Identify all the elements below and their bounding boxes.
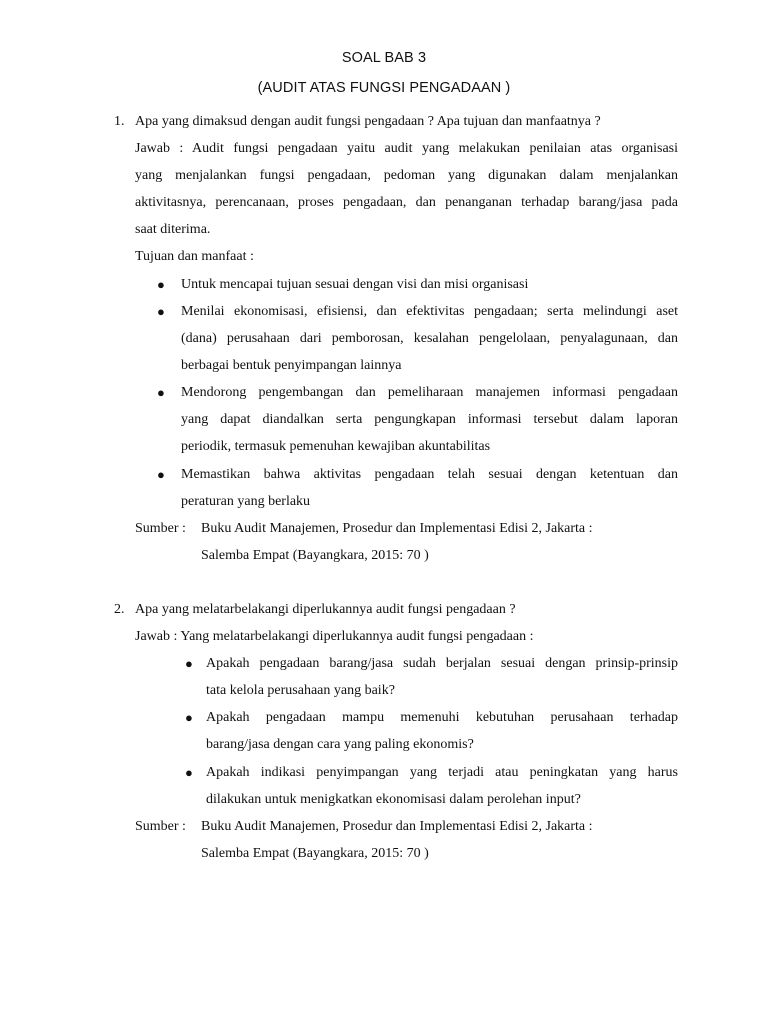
answer-1-line: aktivitasnya, perencanaan, proses pengadaan, dan penanganan terhadap barang/jasa pada [135,195,678,210]
purpose-bullet-line: Untuk mencapai tujuan sesuai dengan visi dan misi organisasi [181,277,529,292]
question-2-number: 2. [114,602,125,617]
purpose-bullet-line: periodik, termasuk pemenuhan kewajiban akuntabilitas [181,439,491,454]
purpose-bullet-line: Menilai ekonomisasi, efisiensi, dan efektivitas pengadaan; serta melindungi aset [181,304,678,319]
page-subtitle: (AUDIT ATAS FUNGSI PENGADAAN ) [257,80,511,96]
source-line: Buku Audit Manajemen, Prosedur dan Implementasi Edisi 2, Jakarta : [201,819,593,834]
question-1-text: Apa yang dimaksud dengan audit fungsi pengadaan ? Apa tujuan dan manfaatnya ? [135,114,601,129]
answer-1-line: yang menjalankan fungsi pengadaan, pedoman yang digunakan dalam menjalankan [135,168,678,183]
source-line: Buku Audit Manajemen, Prosedur dan Implementasi Edisi 2, Jakarta : [201,521,593,536]
reason-bullet-line: barang/jasa dengan cara yang paling ekonomis? [206,737,474,752]
purpose-heading: Tujuan dan manfaat : [135,249,254,264]
purpose-bullet-line: (dana) perusahaan dari pemborosan, kesalahan pengelolaan, penyalagunaan, dan [181,331,678,346]
source-line: Salemba Empat (Bayangkara, 2015: 70 ) [201,548,429,563]
bullet-icon: ● [157,277,165,292]
question-1-number: 1. [114,114,125,129]
source-line: Salemba Empat (Bayangkara, 2015: 70 ) [201,846,429,861]
purpose-bullet-line: Mendorong pengembangan dan pemeliharaan manajemen informasi pengadaan [181,385,678,400]
reason-bullet-line: tata kelola perusahaan yang baik? [206,683,395,698]
bullet-icon: ● [157,385,165,400]
bullet-icon: ● [157,467,165,482]
source-label: Sumber : [135,521,186,536]
source-label: Sumber : [135,819,186,834]
bullet-icon: ● [185,765,193,780]
answer-1-line: Jawab : Audit fungsi pengadaan yaitu audit yang melakukan penilaian atas organisasi [135,141,678,156]
purpose-bullet-line: peraturan yang berlaku [181,494,311,509]
bullet-icon: ● [185,656,193,671]
bullet-icon: ● [185,710,193,725]
page-title: SOAL BAB 3 [341,50,427,66]
purpose-bullet-line: yang dapat diandalkan serta pengungkapan informasi tersebut dalam laporan [181,412,678,427]
reason-bullet-line: Apakah indikasi penyimpangan yang terjadi atau peningkatan yang harus [206,765,678,780]
reason-bullet-line: dilakukan untuk menigkatkan ekonomisasi dalam perolehan input? [206,792,581,807]
purpose-bullet-line: berbagai bentuk penyimpangan lainnya [181,358,402,373]
bullet-icon: ● [157,304,165,319]
question-2-text: Apa yang melatarbelakangi diperlukannya audit fungsi pengadaan ? [135,602,516,617]
reason-bullet-line: Apakah pengadaan barang/jasa sudah berjalan sesuai dengan prinsip-prinsip [206,656,678,671]
reason-bullet-line: Apakah pengadaan mampu memenuhi kebutuhan perusahaan terhadap [206,710,678,725]
purpose-bullet-line: Memastikan bahwa aktivitas pengadaan telah sesuai dengan ketentuan dan [181,467,678,482]
answer-1-line: saat diterima. [135,222,211,237]
answer-2-intro: Jawab : Yang melatarbelakangi diperlukannya audit fungsi pengadaan : [135,629,534,644]
